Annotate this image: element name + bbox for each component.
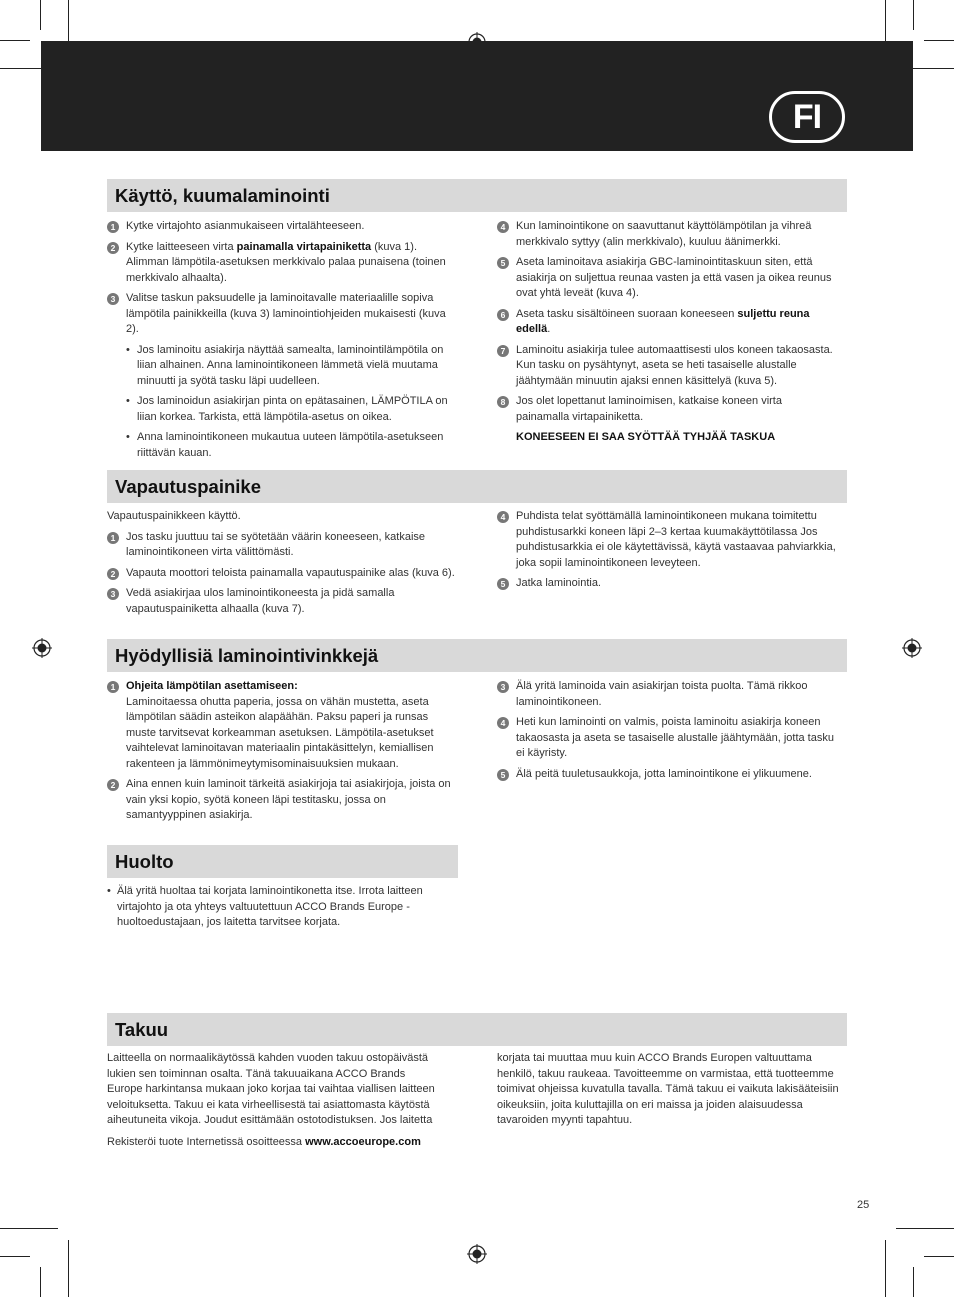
step-number: 7 bbox=[497, 345, 509, 357]
step-number: 8 bbox=[497, 396, 509, 408]
step-number: 2 bbox=[107, 568, 119, 580]
crop-mark bbox=[924, 40, 954, 41]
step-number: 2 bbox=[107, 242, 119, 254]
step-number: 3 bbox=[497, 681, 509, 693]
list-item: 4 Kun laminointikone on saavuttanut käyttölämpötilan ja vihreä merkkivalo syttyy (alin merkkivalo), kuuluu äänimerkki. bbox=[497, 219, 837, 250]
step-number: 4 bbox=[497, 717, 509, 729]
list-item: 7 Laminoitu asiakirja tulee automaattisesti ulos koneen takaosasta. Kun tasku on pysähtynyt, aseta se heti tasaiselle alustalle jäähtymään minuutin ajaksi ennen käsittelyä (kuva 5). bbox=[497, 343, 837, 390]
huolto-text: • Älä yritä huoltaa tai korjata laminointikonetta itse. Irrota laitteen virtajohto ja ota yhteys valtuutettuun ACCO Brands Europe -huoltoedustajaan, jos laitetta tarvitsee korjata. bbox=[107, 885, 423, 928]
step-number: 5 bbox=[497, 257, 509, 269]
step-number: 4 bbox=[497, 511, 509, 523]
list-item: 4 Puhdista telat syöttämällä laminointikoneen mukana toimitettu puhdistusarkki koneen läpi 2–3 kertaa kuumakäyttötilassa Jos puhdistusarkkia ei ole käytettävissä, käytä vastaavaa pahviarkkia, joka sopii laminointikoneen leveyteen. bbox=[497, 509, 837, 571]
registration-mark-icon bbox=[467, 1244, 487, 1264]
bullet-item: • Jos laminoitu asiakirja näyttää samealta, laminointilämpötila on liian alhainen. Anna laminointikoneen lämmetä vielä muutama minuutti ja syötä tasku läpi uudelleen. bbox=[126, 343, 444, 387]
list-item: 2 Vapauta moottori teloista painamalla vapautuspainike alas (kuva 6). bbox=[107, 566, 459, 582]
crop-mark bbox=[40, 1267, 41, 1297]
step-number: 5 bbox=[497, 578, 509, 590]
list-item: 1 Ohjeita lämpötilan asettamiseen: Laminoitaessa ohutta paperia, jossa on vähän mustetta, aseta lämpötilan säädin asteikon alapäähän. Paksu paperi ja runsas muste tarvitsevat korkeamman asetuksen. Lämpötila-asetukset vaihtelevat laminoitavan materiaalin pintakäsittelyn, kemiallisen rakenteen ja lämmönimeytymisominaisuuksien mukaan. bbox=[107, 679, 459, 772]
list-item: 2 Kytke laitteeseen virta painamalla virtapainiketta (kuva 1). Alimman lämpötila-asetuksen merkkivalo palaa punaisena (toinen merkkivalo alhaalta). bbox=[107, 240, 459, 287]
kaytto-right-column bbox=[497, 219, 837, 446]
intro-text: Vapautuspainikkeen käyttö. bbox=[107, 510, 241, 522]
list-item: 1 Jos tasku juuttuu tai se syötetään väärin koneeseen, katkaise laminointikoneen virta välittömästi. bbox=[107, 530, 459, 561]
bullet-item: • Jos laminoidun asiakirjan pinta on epätasainen, LÄMPÖTILA on liian korkea. Tarkista, että lämpötila-asetus on oikea. bbox=[126, 395, 448, 423]
list-item: 3 Älä yritä laminoida vain asiakirjan toista puolta. Tämä rikkoo laminointikoneen. bbox=[497, 679, 837, 710]
page-number: 25 bbox=[857, 1199, 870, 1211]
list-item: 8 Jos olet lopettanut laminoimisen, katkaise koneen virta painamalla virtapainiketta. bbox=[497, 394, 837, 425]
registration-mark-icon bbox=[32, 638, 52, 658]
list-item: 4 Heti kun laminointi on valmis, poista laminoitu asiakirja koneen takaosasta ja aseta se tasaiselle alustalle jäähtymään, jotta tasku ei käyristy. bbox=[497, 715, 837, 762]
step-number: 1 bbox=[107, 532, 119, 544]
takuu-left-column: Laitteella on normaalikäytössä kahden vuoden takuu ostopäivästä lukien sen toiminnan osalta. Tänä takuuaikana ACCO Brands Europe harkintansa mukaan joko korjaa tai vaihtaa viallisen laitteen veloituksetta. Takuu ei kata virheellisestä tai asiattomasta käytöstä aiheutuneita vikoja. Joudut esittämään ostotodistuksen. Jos laitetta Rekisteröi tuote Internetissä osoitteessa www.accoeurope.com bbox=[107, 1052, 435, 1148]
step-number: 3 bbox=[107, 588, 119, 600]
section-title-kaytto: Käyttö, kuumalaminointi bbox=[107, 179, 847, 212]
crop-mark bbox=[913, 0, 914, 30]
crop-mark bbox=[68, 1240, 69, 1297]
crop-mark bbox=[0, 1228, 58, 1229]
crop-mark bbox=[0, 40, 30, 41]
crop-mark bbox=[0, 1256, 30, 1257]
step-number: 4 bbox=[497, 221, 509, 233]
step-number: 6 bbox=[497, 309, 509, 321]
language-badge: FI bbox=[769, 91, 845, 143]
list-item: 3 Vedä asiakirjaa ulos laminointikoneesta ja pidä samalla vapautuspainiketta alhaalla (kuva 7). bbox=[107, 586, 459, 617]
list-item: 5 Aseta laminoitava asiakirja GBC-laminointitaskuun siten, että asiakirja on suljettua reunaa vasten ja että vasen ja oikea reunus ovat yhtä leveät (kuva 4). bbox=[497, 255, 837, 302]
step-number: 3 bbox=[107, 293, 119, 305]
step-number: 5 bbox=[497, 769, 509, 781]
vinkit-right-column bbox=[497, 679, 837, 787]
section-title-huolto: Huolto bbox=[107, 845, 458, 878]
crop-mark bbox=[913, 1267, 914, 1297]
crop-mark bbox=[896, 1228, 954, 1229]
list-item: 5 Älä peitä tuuletusaukkoja, jotta laminointikone ei ylikuumene. bbox=[497, 767, 837, 783]
website-link[interactable]: www.accoeurope.com bbox=[305, 1135, 421, 1148]
step-number: 2 bbox=[107, 779, 119, 791]
vinkit-left-column bbox=[107, 679, 459, 829]
list-item: 3 Valitse taskun paksuudelle ja laminoitavalle materiaalille sopiva lämpötila painikkeilla (kuva 3) laminointiohjeiden mukaisesti (kuva 2). bbox=[107, 291, 459, 338]
bullet-item: • Anna laminointikoneen mukautua uuteen lämpötila-asetukseen riittävän kauan. bbox=[126, 431, 444, 459]
kaytto-left-column bbox=[107, 219, 459, 466]
section-title-vinkit: Hyödyllisiä laminointivinkkejä bbox=[107, 639, 847, 672]
section-title-takuu: Takuu bbox=[107, 1013, 847, 1046]
step-number: 1 bbox=[107, 681, 119, 693]
list-item: 6 Aseta tasku sisältöineen suoraan koneeseen suljettu reuna edellä. bbox=[497, 307, 837, 338]
vapautus-left-column bbox=[107, 509, 459, 622]
crop-mark bbox=[885, 1240, 886, 1297]
crop-mark bbox=[924, 1256, 954, 1257]
takuu-right-column: korjata tai muuttaa muu kuin ACCO Brands Europen valtuuttama henkilö, takuu raukeaa. Tavoitteemme on varmistaa, että tuotteemme toimivat ohjeissa kuvatulla tavalla. Tämä takuu ei vaikuta lakisääteisiin oikeuksiin, joita kuluttajilla on eri maissa ja joiden alaisuudessa tavaroiden myynti tapahtuu. bbox=[497, 1052, 839, 1126]
step-number: 1 bbox=[107, 221, 119, 233]
warning-text: KONEESEEN EI SAA SYÖTTÄÄ TYHJÄÄ TASKUA bbox=[516, 431, 776, 443]
list-item: 1 Kytke virtajohto asianmukaiseen virtalähteeseen. bbox=[107, 219, 459, 235]
vapautus-right-column bbox=[497, 509, 837, 597]
registration-mark-icon bbox=[902, 638, 922, 658]
list-item: 5 Jatka laminointia. bbox=[497, 576, 837, 592]
section-title-vapautus: Vapautuspainike bbox=[107, 470, 847, 503]
crop-mark bbox=[40, 0, 41, 30]
list-item: 2 Aina ennen kuin laminoit tärkeitä asiakirjoja tai asiakirjoja, joista on vain yksi kopio, syötä koneen läpi testitasku, jossa on samantyyppinen asiakirja. bbox=[107, 777, 459, 824]
